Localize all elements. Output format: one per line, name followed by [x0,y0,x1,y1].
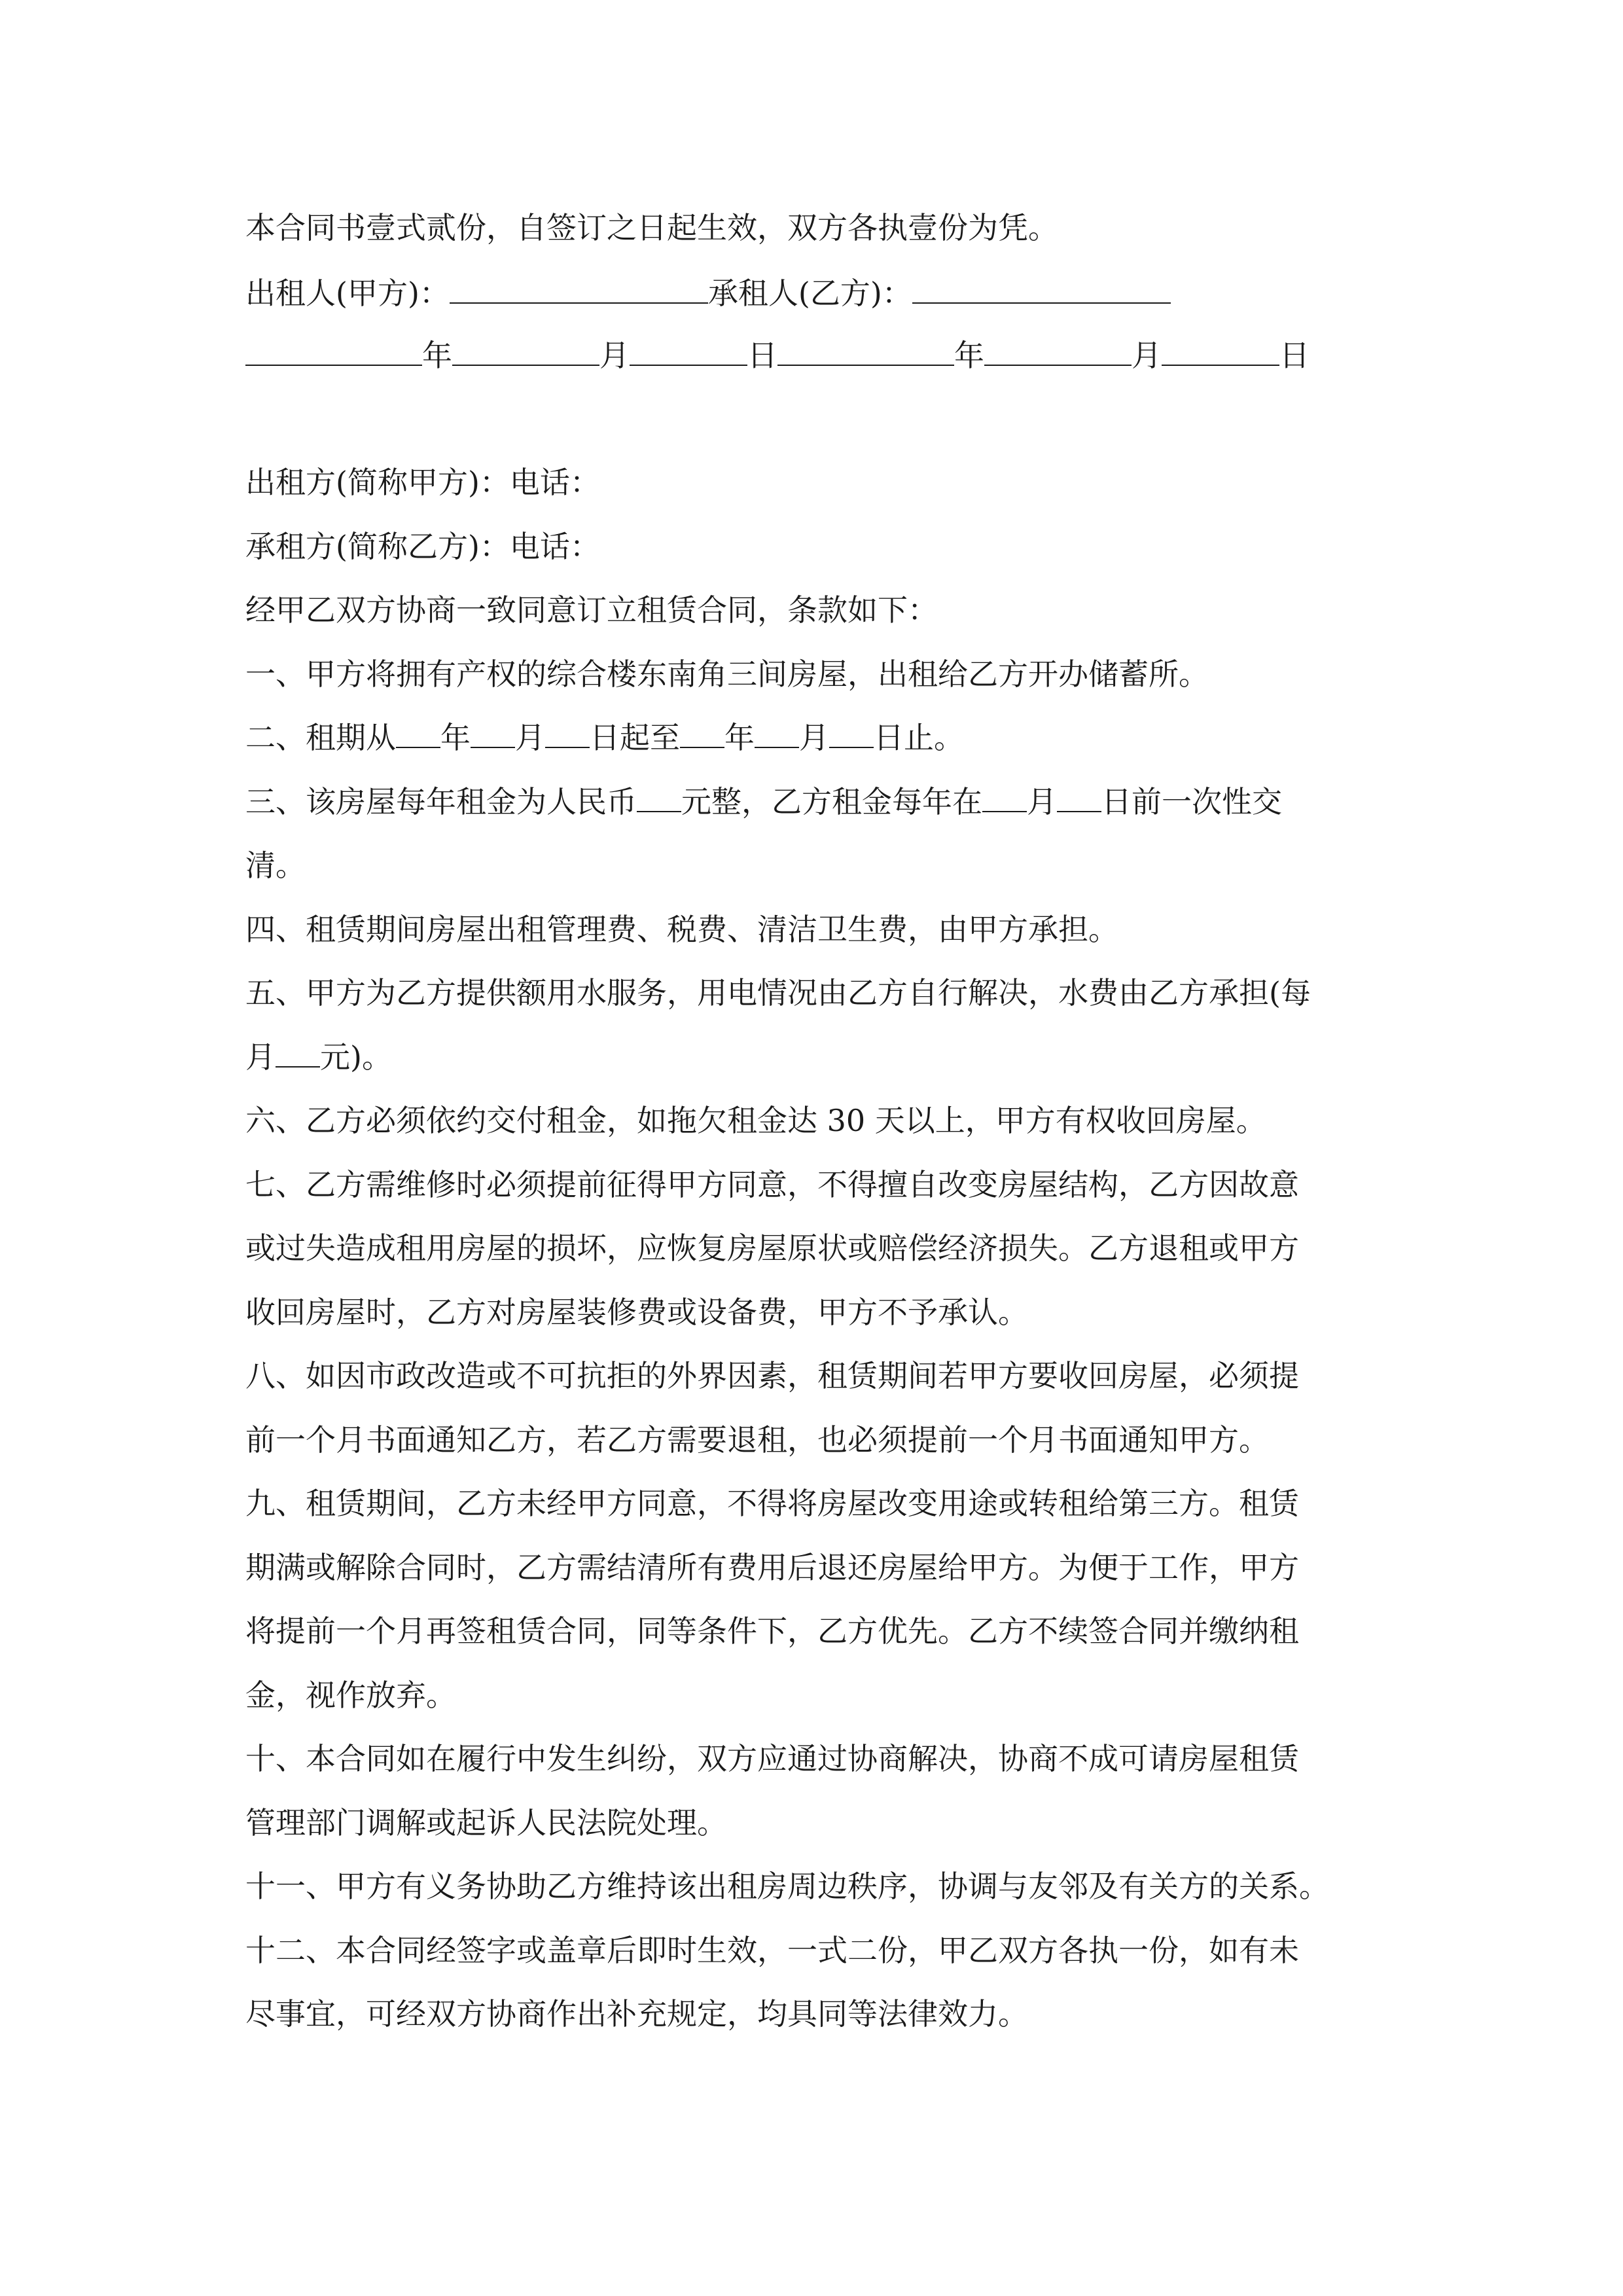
clause-9-line-1: 九、租赁期间，乙方未经甲方同意，不得将房屋改变用途或转租给第三方。租赁 [245,1486,1299,1521]
lessor-year-blank[interactable] [245,336,422,366]
clause-5-suffix: 元)。 [320,1039,392,1075]
clause-8-line-2: 前一个月书面通知乙方，若乙方需要退租，也必须提前一个月书面通知甲方。 [245,1422,1269,1458]
clause-3-line-2: 清。 [245,848,306,883]
year-label: 年 [440,720,471,755]
rent-amount-blank[interactable] [637,782,681,812]
contract-intro: 经甲乙双方协商一致同意订立租赁合同，条款如下： [245,592,938,628]
lessor-month-blank[interactable] [452,336,599,366]
lessee-label: 承租人(乙方)： [707,276,912,311]
clause-3-line-1 [245,782,1397,821]
water-fee-blank[interactable] [276,1037,320,1067]
lessee-signature-blank[interactable] [912,274,1171,304]
lessor-party-line: 出租方(简称甲方)：电话： [245,465,600,500]
clause-12-line-2: 尽事宜，可经双方协商作出补充规定，均具同等法律效力。 [245,1996,1028,2032]
clause-5-line-2 [245,1037,1397,1077]
year-label: 年 [724,720,755,755]
lessor-signature-blank[interactable] [450,274,708,304]
payment-month-blank[interactable] [982,782,1027,812]
month-label: 月 [1132,338,1162,373]
lessee-day-blank[interactable] [1162,336,1279,366]
clause-3-prefix: 三、该房屋每年租金为人民币 [245,784,637,819]
clause-12-line-1: 十二、本合同经签字或盖章后即时生效，一式二份，甲乙双方各执一份，如有未 [245,1933,1299,1968]
start-month-blank[interactable] [471,718,515,748]
day-label: 日 [1279,338,1310,373]
clause-9-line-2: 期满或解除合同时，乙方需结清所有费用后退还房屋给甲方。为便于工作，甲方 [245,1550,1299,1585]
clause-7-line-3: 收回房屋时，乙方对房屋装修费或设备费，甲方不予承认。 [245,1295,1028,1330]
lessee-year-blank[interactable] [777,336,954,366]
lessor-day-blank[interactable] [630,336,747,366]
lessee-month-blank[interactable] [984,336,1132,366]
clause-3-tail: 日前一次性交 [1101,784,1282,819]
payment-day-blank[interactable] [1057,782,1101,812]
end-year-blank[interactable] [680,718,724,748]
signature-dates-line [245,336,1397,375]
signature-parties-line [245,274,1397,313]
day-to-label: 日止。 [874,720,964,755]
month-label: 月 [1027,784,1057,819]
start-year-blank[interactable] [396,718,440,748]
end-month-blank[interactable] [755,718,799,748]
clause-2 [245,718,1397,757]
clause-3-mid: 元整，乙方租金每年在 [681,784,982,819]
end-day-blank[interactable] [829,718,874,748]
clause-5-line-1: 五、甲方为乙方提供额用水服务，用电情况由乙方自行解决，水费由乙方承担(每 [245,975,1311,1011]
clause-6: 六、乙方必须依约交付租金，如拖欠租金达 30 天以上，甲方有权收回房屋。 [245,1103,1266,1138]
year-label: 年 [954,338,984,373]
clause-10-line-2: 管理部门调解或起诉人民法院处理。 [245,1805,727,1840]
lessee-party-line: 承租方(简称乙方)：电话： [245,529,600,564]
month-label: 月 [799,720,829,755]
month-label: 月 [515,720,545,755]
clause-7-line-2: 或过失造成租用房屋的损坏，应恢复房屋原状或赔偿经济损失。乙方退租或甲方 [245,1230,1299,1266]
clause-10-line-1: 十、本合同如在履行中发生纠纷，双方应通过协商解决，协商不成可请房屋租赁 [245,1741,1299,1776]
clause-1: 一、甲方将拥有产权的综合楼东南角三间房屋，出租给乙方开办储蓄所。 [245,656,1209,692]
clause-4: 四、租赁期间房屋出租管理费、税费、清洁卫生费，由甲方承担。 [245,912,1118,947]
clause-9-line-3: 将提前一个月再签租赁合同，同等条件下，乙方优先。乙方不续签合同并缴纳租 [245,1613,1299,1649]
clause-9-line-4: 金，视作放弃。 [245,1677,456,1713]
clause-7-line-1: 七、乙方需维修时必须提前征得甲方同意，不得擅自改变房屋结构，乙方因故意 [245,1167,1299,1202]
day-label: 日 [747,338,777,373]
clause-11: 十一、甲方有义务协助乙方维持该出租房周边秩序，协调与友邻及有关方的关系。 [245,1869,1329,1904]
clause-8-line-1: 八、如因市政改造或不可抗拒的外界因素，租赁期间若甲方要收回房屋，必须提 [245,1358,1299,1393]
clause-2-prefix: 二、租期从 [245,720,396,755]
year-label: 年 [422,338,452,373]
start-day-blank[interactable] [545,718,590,748]
month-label: 月 [245,1039,276,1075]
day-from-label: 日起至 [590,720,680,755]
effect-clause: 本合同书壹式贰份，自签订之日起生效，双方各执壹份为凭。 [245,210,1058,245]
lessor-label: 出租人(甲方)： [245,276,450,311]
month-label: 月 [599,338,630,373]
